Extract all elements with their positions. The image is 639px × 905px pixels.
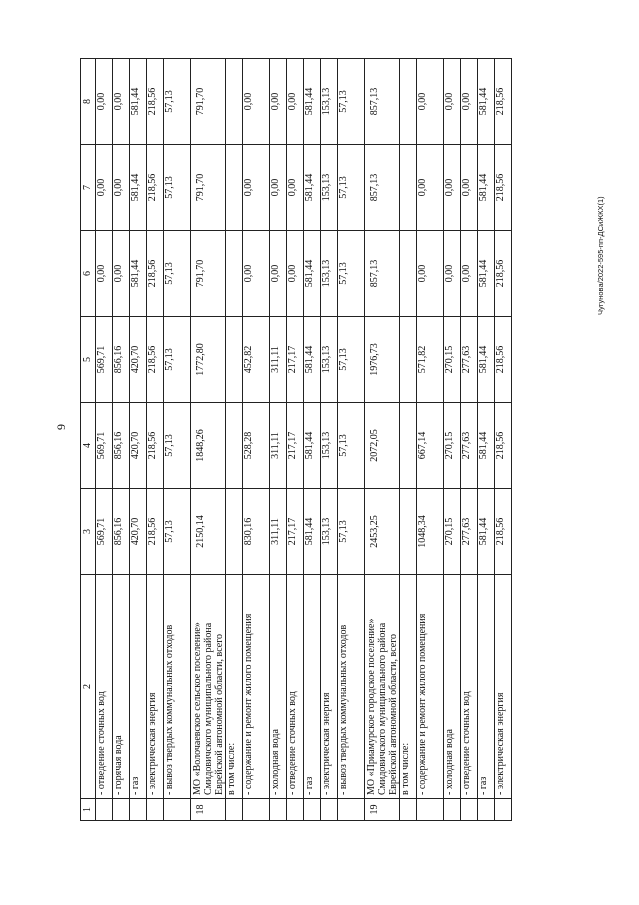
header-cell: 7 [81,145,96,231]
table-body [81,59,512,821]
value-cell: 218,56 [147,403,164,489]
description-cell: - холодная вода [444,575,461,799]
value-cell [226,145,243,231]
value-cell: 856,16 [113,403,130,489]
table-row [478,59,495,821]
value-cell: 0,00 [96,231,113,317]
value-cell: 581,44 [304,403,321,489]
value-cell: 2453,25 [365,489,400,575]
value-cell: 581,44 [304,231,321,317]
value-cell: 0,00 [113,145,130,231]
value-cell: 420,70 [130,489,147,575]
value-cell: 57,13 [338,231,365,317]
value-cell: 0,00 [417,145,444,231]
row-number-cell [461,799,478,821]
value-cell: 791,70 [191,231,226,317]
value-cell: 0,00 [417,231,444,317]
value-cell: 1048,34 [417,489,444,575]
tariff-table-container [80,59,512,821]
header-cell: 2 [81,575,96,799]
description-cell: - горячая вода [113,575,130,799]
value-cell: 270,15 [444,403,461,489]
value-cell: 0,00 [444,231,461,317]
value-cell: 218,56 [495,145,512,231]
value-cell: 420,70 [130,317,147,403]
value-cell: 57,13 [164,231,191,317]
value-cell: 856,16 [113,317,130,403]
header-cell: 8 [81,59,96,145]
value-cell: 0,00 [243,145,270,231]
value-cell: 0,00 [96,145,113,231]
value-cell: 153,13 [321,59,338,145]
value-cell: 218,56 [147,145,164,231]
value-cell: 0,00 [270,145,287,231]
row-number-cell [147,799,164,821]
header-cell: 1 [81,799,96,821]
row-number-cell [400,799,417,821]
value-cell: 1848,26 [191,403,226,489]
value-cell: 0,00 [444,59,461,145]
value-cell: 57,13 [164,403,191,489]
value-cell [226,59,243,145]
row-number-cell: 19 [365,799,400,821]
value-cell: 0,00 [243,59,270,145]
value-cell: 218,56 [147,489,164,575]
table-row [113,59,130,821]
value-cell: 57,13 [164,489,191,575]
value-cell: 791,70 [191,145,226,231]
value-cell [400,59,417,145]
description-cell: - содержание и ремонт жилого помещения [243,575,270,799]
row-number-cell [321,799,338,821]
value-cell: 581,44 [304,145,321,231]
value-cell: 218,56 [495,489,512,575]
value-cell: 0,00 [113,59,130,145]
table-row [461,59,478,821]
value-cell: 218,56 [495,403,512,489]
value-cell: 581,44 [478,403,495,489]
value-cell: 0,00 [287,231,304,317]
value-cell [226,317,243,403]
row-number-cell [478,799,495,821]
row-number-cell [304,799,321,821]
value-cell: 57,13 [338,59,365,145]
value-cell: 57,13 [164,145,191,231]
value-cell: 0,00 [461,231,478,317]
value-cell: 270,15 [444,317,461,403]
description-cell: в том числе: [226,575,243,799]
value-cell: 581,44 [304,489,321,575]
description-cell: - отведение сточных вод [96,575,113,799]
description-cell: - газ [130,575,147,799]
table-row [444,59,461,821]
value-cell: 0,00 [461,59,478,145]
value-cell [226,231,243,317]
value-cell: 0,00 [270,59,287,145]
value-cell: 581,44 [304,59,321,145]
value-cell: 569,71 [96,403,113,489]
value-cell [400,403,417,489]
value-cell: 2150,14 [191,489,226,575]
value-cell: 791,70 [191,59,226,145]
value-cell [226,489,243,575]
value-cell: 217,17 [287,489,304,575]
value-cell: 0,00 [461,145,478,231]
value-cell: 57,13 [338,403,365,489]
description-cell: - электрическая энергия [495,575,512,799]
value-cell: 217,17 [287,317,304,403]
value-cell: 218,56 [147,317,164,403]
value-cell: 581,44 [478,231,495,317]
value-cell: 0,00 [96,59,113,145]
row-number-cell [270,799,287,821]
description-cell: - отведение сточных вод [287,575,304,799]
value-cell: 1976,73 [365,317,400,403]
description-cell: - вывоз твердых коммунальных отходов [164,575,191,799]
row-number-cell [417,799,444,821]
value-cell: 153,13 [321,231,338,317]
value-cell: 311,11 [270,403,287,489]
value-cell: 571,82 [417,317,444,403]
header-cell: 4 [81,403,96,489]
row-number-cell [113,799,130,821]
value-cell: 857,13 [365,59,400,145]
value-cell: 0,00 [287,59,304,145]
value-cell: 581,44 [478,145,495,231]
row-number-cell [164,799,191,821]
value-cell [400,145,417,231]
value-cell [400,231,417,317]
value-cell: 277,63 [461,489,478,575]
value-cell: 856,16 [113,489,130,575]
row-number-cell [444,799,461,821]
table-row [304,59,321,821]
value-cell: 581,44 [130,59,147,145]
table-row [164,59,191,821]
table-row [270,59,287,821]
value-cell [400,317,417,403]
table-row [400,59,417,821]
value-cell: 528,28 [243,403,270,489]
value-cell: 581,44 [478,489,495,575]
entity-total-row [365,59,400,821]
value-cell: 857,13 [365,145,400,231]
value-cell [400,489,417,575]
page-number: 9 [54,424,68,430]
header-cell: 6 [81,231,96,317]
row-number-cell [287,799,304,821]
description-cell: - отведение сточных вод [461,575,478,799]
row-number-cell [226,799,243,821]
value-cell: 830,16 [243,489,270,575]
table-row [321,59,338,821]
value-cell: 153,13 [321,489,338,575]
value-cell: 0,00 [417,59,444,145]
row-number-cell [338,799,365,821]
value-cell: 0,00 [270,231,287,317]
description-cell: в том числе: [400,575,417,799]
value-cell: 581,44 [478,317,495,403]
description-cell: - вывоз твердых коммунальных отходов [338,575,365,799]
value-cell: 277,63 [461,403,478,489]
row-number-cell [130,799,147,821]
value-cell: 0,00 [287,145,304,231]
value-cell: 218,56 [147,231,164,317]
value-cell: 218,56 [495,59,512,145]
row-number-cell [243,799,270,821]
table-row [226,59,243,821]
value-cell: 57,13 [338,145,365,231]
value-cell: 218,56 [147,59,164,145]
value-cell: 0,00 [243,231,270,317]
value-cell: 581,44 [478,59,495,145]
value-cell: 0,00 [113,231,130,317]
table-row [417,59,444,821]
value-cell: 311,11 [270,317,287,403]
description-cell: МО «Приамурское городское поселение» Смидовичского муниципального района Еврейской автономной области, всего [365,575,400,799]
value-cell: 420,70 [130,403,147,489]
value-cell: 218,56 [495,231,512,317]
value-cell: 2072,05 [365,403,400,489]
value-cell: 57,13 [164,59,191,145]
entity-total-row [191,59,226,821]
value-cell: 270,15 [444,489,461,575]
value-cell: 857,13 [365,231,400,317]
value-cell: 667,14 [417,403,444,489]
value-cell: 452,82 [243,317,270,403]
table-row [96,59,113,821]
value-cell: 0,00 [444,145,461,231]
value-cell: 311,11 [270,489,287,575]
description-cell: МО «Волочаевское сельское поселение» Смидовичского муниципального района Еврейской автономной области, всего [191,575,226,799]
row-number-cell [96,799,113,821]
value-cell [226,403,243,489]
table-row [287,59,304,821]
table-row [147,59,164,821]
value-cell: 277,63 [461,317,478,403]
row-number-cell [495,799,512,821]
table-row [338,59,365,821]
description-cell: - газ [478,575,495,799]
value-cell: 57,13 [164,317,191,403]
header-cell: 3 [81,489,96,575]
value-cell: 581,44 [304,317,321,403]
header-row [81,59,96,821]
value-cell: 569,71 [96,489,113,575]
description-cell: - содержание и ремонт жилого помещения [417,575,444,799]
value-cell: 57,13 [338,489,365,575]
description-cell: - электрическая энергия [321,575,338,799]
value-cell: 153,13 [321,145,338,231]
document-code: Чугунова/2022-595-пп-ДСиЖКХ(1) [596,196,605,315]
header-cell: 5 [81,317,96,403]
value-cell: 217,17 [287,403,304,489]
value-cell: 1772,80 [191,317,226,403]
value-cell: 57,13 [338,317,365,403]
value-cell: 218,56 [495,317,512,403]
description-cell: - газ [304,575,321,799]
table-row [130,59,147,821]
tariff-table [80,58,512,821]
value-cell: 153,13 [321,317,338,403]
description-cell: - холодная вода [270,575,287,799]
value-cell: 581,44 [130,231,147,317]
value-cell: 153,13 [321,403,338,489]
description-cell: - электрическая энергия [147,575,164,799]
value-cell: 569,71 [96,317,113,403]
table-row [243,59,270,821]
row-number-cell: 18 [191,799,226,821]
table-row [495,59,512,821]
value-cell: 581,44 [130,145,147,231]
